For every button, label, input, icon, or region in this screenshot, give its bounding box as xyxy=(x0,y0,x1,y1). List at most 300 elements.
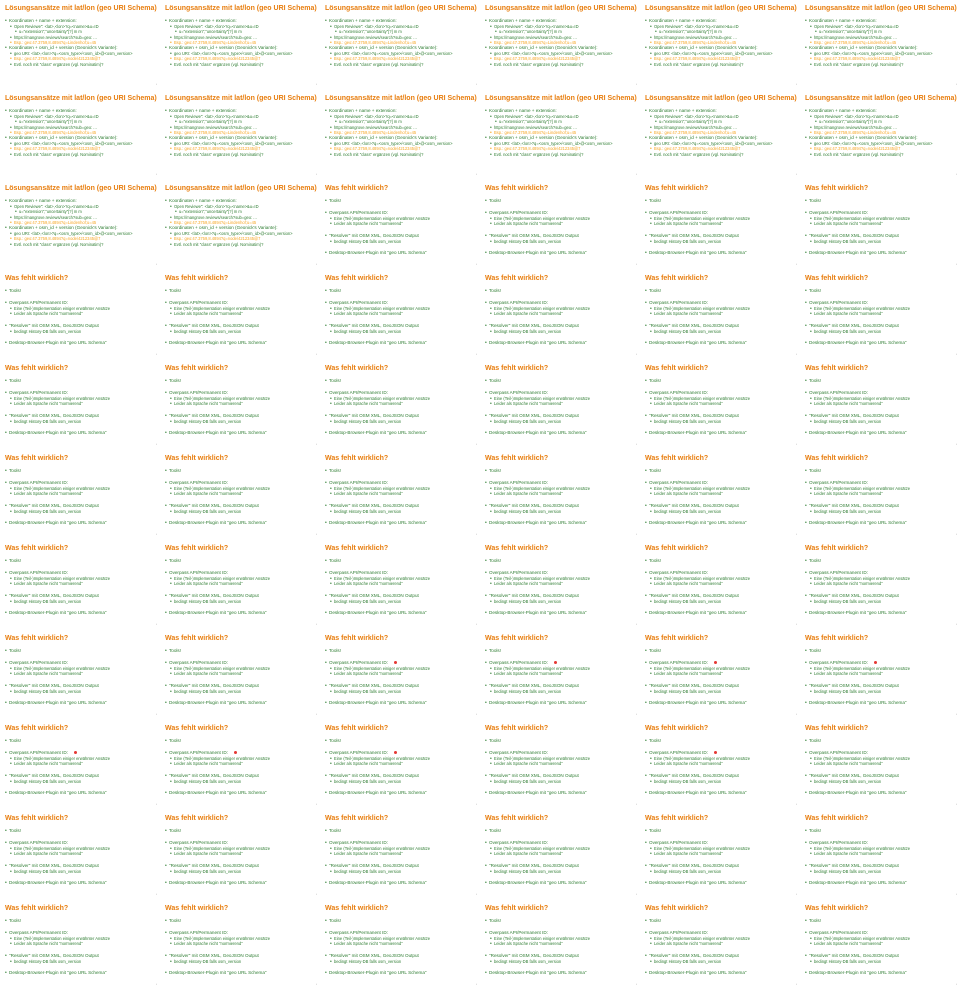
bullet-item: • bedingt History-DB falls osm_version xyxy=(805,329,956,334)
bullet-item: • "Resolver" mit OSM XML, GeoJSON Output xyxy=(645,683,796,689)
slide-thumbnail[interactable] xyxy=(800,810,960,900)
bullet-item: • "Resolver" mit OSM XML, GeoJSON Output xyxy=(645,413,796,419)
bullet-list xyxy=(805,108,956,157)
slide-title: Was fehlt wirklich? xyxy=(645,455,709,462)
slide-thumbnail[interactable] xyxy=(320,810,480,900)
bullet-item: • bedingt History-DB falls osm_version xyxy=(325,239,476,244)
bullet-item: • Overpass API/Permanent ID: xyxy=(165,390,316,396)
slide-thumbnail[interactable] xyxy=(320,360,480,450)
slide-title: Lösungsansätze mit lat/lon (geo URI Schema) xyxy=(805,5,957,12)
bullet-item: • Leider als Sprache nicht "normierend" xyxy=(5,311,156,316)
slide-thumbnail[interactable] xyxy=(0,900,160,990)
bullet-item: • bedingt History-DB falls osm_version xyxy=(5,419,156,424)
bullet-list xyxy=(325,198,476,256)
slide-thumbnail[interactable] xyxy=(320,720,480,810)
slide-corner-dot-icon: • xyxy=(155,712,157,716)
slide-thumbnail[interactable] xyxy=(160,900,320,990)
bullet-item: • Open Reviewe": <lat>,<lon>?q=<name>&u=ID xyxy=(805,114,956,119)
slide-thumbnail[interactable] xyxy=(320,900,480,990)
slide-thumbnail[interactable] xyxy=(0,180,160,270)
slide-title: Lösungsansätze mit lat/lon (geo URI Schema) xyxy=(165,185,317,192)
slide-thumbnail[interactable] xyxy=(320,630,480,720)
slide-thumbnail[interactable] xyxy=(160,270,320,360)
bullet-item: • Leider als Sprache nicht "normierend" xyxy=(645,401,796,406)
bullet-item: • "Resolver" mit OSM XML, GeoJSON Output xyxy=(485,953,636,959)
slide-thumbnail[interactable] xyxy=(640,270,800,360)
slide-thumbnail[interactable] xyxy=(480,360,640,450)
bullet-item: • Bsp.: geo:47.3759,8.4894?q=Lindenhof;u=45 xyxy=(485,130,636,135)
bullet-list xyxy=(325,558,476,616)
bullet-item: • Bsp.: geo:47.3759,8.4894?q=Lindenhof;u=45 xyxy=(325,40,476,45)
slide-thumbnail[interactable] xyxy=(0,810,160,900)
bullet-item: • Leider als Sprache nicht "normierend" xyxy=(325,761,476,766)
bullet-item: • Overpass API/Permanent ID: xyxy=(485,210,636,216)
slide-title: Was fehlt wirklich? xyxy=(325,905,389,912)
bullet-item: • Koordinaten + name + extension: xyxy=(5,18,156,24)
bullet-item: • Leider als Sprache nicht "normierend" xyxy=(485,221,636,226)
bullet-item: • Desktop-Browser-Plugin mit "geo URL Schema" xyxy=(5,880,156,886)
slide-thumbnail[interactable] xyxy=(320,0,480,90)
red-dot-icon xyxy=(394,661,397,664)
bullet-item: • Desktop-Browser-Plugin mit "geo URL Schema" xyxy=(325,520,476,526)
slide-corner-dot-icon: • xyxy=(155,532,157,536)
bullet-item: • "Resolver" mit OSM XML, GeoJSON Output xyxy=(805,773,956,779)
bullet-item: • u="extension";"uncertainty"[?] m m xyxy=(5,29,156,34)
bullet-item: • Leider als Sprache nicht "normierend" xyxy=(805,311,956,316)
bullet-item: • bedingt History-DB falls osm_version xyxy=(485,869,636,874)
bullet-list xyxy=(645,738,796,796)
bullet-item: • Tools! xyxy=(325,468,476,474)
bullet-item: • Leider als Sprache nicht "normierend" xyxy=(325,851,476,856)
bullet-item: • Evtl. noch mit "class" ergänzen (vgl. Nominatim)? xyxy=(5,152,156,157)
slide-title: Was fehlt wirklich? xyxy=(805,185,869,192)
bullet-item: • Evtl. noch mit "class" ergänzen (vgl. Nominatim)? xyxy=(325,152,476,157)
slide-corner-dot-icon: • xyxy=(475,442,477,446)
bullet-item: • bedingt History-DB falls osm_version xyxy=(645,959,796,964)
bullet-item: • Leider als Sprache nicht "normierend" xyxy=(5,941,156,946)
bullet-item: • https://mangrove.reviews/search?sub=geo: ... xyxy=(5,125,156,130)
bullet-item: • Tools! xyxy=(805,198,956,204)
slide-title: Lösungsansätze mit lat/lon (geo URI Schema) xyxy=(485,95,637,102)
bullet-item: • "Resolver" mit OSM XML, GeoJSON Output xyxy=(805,323,956,329)
bullet-list xyxy=(165,108,316,157)
slide-title: Was fehlt wirklich? xyxy=(485,725,549,732)
bullet-item: • "Resolver" mit OSM XML, GeoJSON Output xyxy=(325,593,476,599)
bullet-item: • Eine (Teil-)Implementation einiger erwähnter Ansätze xyxy=(805,306,956,311)
slide-thumbnail[interactable] xyxy=(800,900,960,990)
slide-title: Was fehlt wirklich? xyxy=(325,365,389,372)
bullet-item: • Leider als Sprache nicht "normierend" xyxy=(165,311,316,316)
bullet-item: • Desktop-Browser-Plugin mit "geo URL Schema" xyxy=(805,430,956,436)
bullet-item: • "Resolver" mit OSM XML, GeoJSON Output xyxy=(5,953,156,959)
bullet-item: • Koordinaten + name + extension: xyxy=(325,18,476,24)
slide-corner-dot-icon: • xyxy=(475,262,477,266)
bullet-item: • Leider als Sprache nicht "normierend" xyxy=(165,761,316,766)
slide-thumbnail[interactable] xyxy=(480,90,640,180)
bullet-item: • bedingt History-DB falls osm_version xyxy=(485,599,636,604)
bullet-item: • Tools! xyxy=(5,738,156,744)
slide-thumbnail[interactable] xyxy=(320,180,480,270)
bullet-list xyxy=(485,288,636,346)
slide-thumbnail[interactable] xyxy=(480,540,640,630)
bullet-item: • Koordinaten + osm_id + version (Geonick's Variante): xyxy=(325,45,476,51)
bullet-item: • Tools! xyxy=(805,648,956,654)
slide-thumbnail[interactable] xyxy=(640,900,800,990)
bullet-item: • Tools! xyxy=(165,378,316,384)
slide-title: Was fehlt wirklich? xyxy=(485,905,549,912)
slide-thumbnail[interactable] xyxy=(160,450,320,540)
bullet-item: • Desktop-Browser-Plugin mit "geo URL Schema" xyxy=(325,790,476,796)
slide-thumbnail[interactable] xyxy=(800,270,960,360)
bullet-item: • "Resolver" mit OSM XML, GeoJSON Output xyxy=(5,593,156,599)
bullet-item: • Overpass API/Permanent ID: xyxy=(5,570,156,576)
slide-title: Was fehlt wirklich? xyxy=(165,455,229,462)
slide-title: Was fehlt wirklich? xyxy=(805,905,869,912)
bullet-item: • Koordinaten + name + extension: xyxy=(165,108,316,114)
bullet-list xyxy=(165,828,316,886)
bullet-item: • Bsp.: geo:47.3759,8.4894?q=Lindenhof;u=45 xyxy=(645,130,796,135)
bullet-item: • Tools! xyxy=(5,918,156,924)
slide-thumbnail[interactable] xyxy=(480,630,640,720)
bullet-list xyxy=(165,738,316,796)
slide-thumbnail[interactable] xyxy=(800,630,960,720)
bullet-item: • Eine (Teil-)Implementation einiger erwähnter Ansätze xyxy=(325,936,476,941)
bullet-item: • geo URI: <lat>,<lon>?q=<osm_type>/<osm_id>@<osm_version> xyxy=(5,231,156,236)
bullet-item: • Overpass API/Permanent ID: xyxy=(645,840,796,846)
slide-thumbnail[interactable] xyxy=(0,540,160,630)
bullet-item: • Open Reviewe": <lat>,<lon>?q=<name>&u=ID xyxy=(645,114,796,119)
bullet-list xyxy=(645,648,796,706)
bullet-item: • Open Reviewe": <lat>,<lon>?q=<name>&u=ID xyxy=(165,24,316,29)
bullet-item: • Bsp.: geo:47.3759,8.4894?q=node/4212345@7 xyxy=(165,56,316,61)
bullet-item: • Koordinaten + osm_id + version (Geonick's Variante): xyxy=(805,135,956,141)
slide-thumbnail[interactable] xyxy=(640,450,800,540)
bullet-item: • Leider als Sprache nicht "normierend" xyxy=(485,491,636,496)
slide-title: Was fehlt wirklich? xyxy=(5,545,69,552)
bullet-item: • Evtl. noch mit "class" ergänzen (vgl. Nominatim)? xyxy=(805,152,956,157)
slide-corner-dot-icon: • xyxy=(795,982,797,986)
bullet-item: • Overpass API/Permanent ID: xyxy=(645,570,796,576)
bullet-item: • Bsp.: geo:47.3759,8.4894?q=node/4212345@7 xyxy=(165,236,316,241)
bullet-item: • Tools! xyxy=(485,468,636,474)
bullet-item: • https://mangrove.reviews/search?sub=geo: ... xyxy=(325,125,476,130)
bullet-list xyxy=(5,828,156,886)
slide-title: Was fehlt wirklich? xyxy=(325,815,389,822)
bullet-item: • Bsp.: geo:47.3759,8.4894?q=Lindenhof;u=45 xyxy=(165,40,316,45)
bullet-item: • geo URI: <lat>,<lon>?q=<osm_type>/<osm_id>@<osm_version> xyxy=(805,51,956,56)
slide-thumbnail[interactable] xyxy=(640,720,800,810)
slide-thumbnail[interactable] xyxy=(640,360,800,450)
bullet-item: • geo URI: <lat>,<lon>?q=<osm_type>/<osm_id>@<osm_version> xyxy=(325,51,476,56)
bullet-item: • "Resolver" mit OSM XML, GeoJSON Output xyxy=(645,863,796,869)
bullet-item: • "Resolver" mit OSM XML, GeoJSON Output xyxy=(5,773,156,779)
bullet-item: • "Resolver" mit OSM XML, GeoJSON Output xyxy=(485,683,636,689)
bullet-item: • "Resolver" mit OSM XML, GeoJSON Output xyxy=(5,413,156,419)
bullet-list xyxy=(645,378,796,436)
slide-thumbnail[interactable] xyxy=(480,810,640,900)
slide-corner-dot-icon: • xyxy=(795,262,797,266)
bullet-list xyxy=(165,468,316,526)
bullet-item: • Eine (Teil-)Implementation einiger erwähnter Ansätze xyxy=(805,666,956,671)
bullet-item: • Eine (Teil-)Implementation einiger erwähnter Ansätze xyxy=(645,666,796,671)
bullet-item: • Leider als Sprache nicht "normierend" xyxy=(805,671,956,676)
bullet-item: • Koordinaten + name + extension: xyxy=(5,198,156,204)
slide-thumbnail[interactable] xyxy=(0,720,160,810)
slide-title: Was fehlt wirklich? xyxy=(325,635,389,642)
bullet-item: • u="extension";"uncertainty"[?] m m xyxy=(645,119,796,124)
bullet-item: • Tools! xyxy=(325,828,476,834)
slide-thumbnail[interactable] xyxy=(320,270,480,360)
slide-thumbnail[interactable] xyxy=(800,180,960,270)
bullet-item: • Desktop-Browser-Plugin mit "geo URL Schema" xyxy=(645,610,796,616)
slide-thumbnail[interactable] xyxy=(160,810,320,900)
bullet-item: • Eine (Teil-)Implementation einiger erwähnter Ansätze xyxy=(805,576,956,581)
slide-title: Was fehlt wirklich? xyxy=(645,365,709,372)
slide-thumbnail[interactable] xyxy=(0,0,160,90)
bullet-item: • Eine (Teil-)Implementation einiger erwähnter Ansätze xyxy=(485,846,636,851)
bullet-item: • geo URI: <lat>,<lon>?q=<osm_type>/<osm_id>@<osm_version> xyxy=(645,51,796,56)
bullet-item: • Evtl. noch mit "class" ergänzen (vgl. Nominatim)? xyxy=(325,62,476,67)
slide-thumbnail[interactable] xyxy=(160,90,320,180)
slide-thumbnail[interactable] xyxy=(160,360,320,450)
bullet-item: • "Resolver" mit OSM XML, GeoJSON Output xyxy=(325,233,476,239)
slide-thumbnail[interactable] xyxy=(0,450,160,540)
slide-thumbnail[interactable] xyxy=(640,180,800,270)
bullet-item: • https://mangrove.reviews/search?sub=geo: ... xyxy=(805,125,956,130)
bullet-item: • Koordinaten + osm_id + version (Geonick's Variante): xyxy=(5,45,156,51)
bullet-item: • bedingt History-DB falls osm_version xyxy=(325,689,476,694)
slide-title: Was fehlt wirklich? xyxy=(805,815,869,822)
slide-thumbnail[interactable] xyxy=(800,360,960,450)
bullet-item: • Koordinaten + osm_id + version (Geonick's Variante): xyxy=(165,225,316,231)
bullet-item: • "Resolver" mit OSM XML, GeoJSON Output xyxy=(325,953,476,959)
slide-thumbnail[interactable] xyxy=(480,270,640,360)
bullet-item: • Desktop-Browser-Plugin mit "geo URL Schema" xyxy=(325,340,476,346)
bullet-list xyxy=(165,558,316,616)
bullet-item: • Tools! xyxy=(165,288,316,294)
slide-title: Was fehlt wirklich? xyxy=(485,545,549,552)
slide-thumbnail[interactable] xyxy=(320,450,480,540)
slide-thumbnail[interactable] xyxy=(0,270,160,360)
bullet-item: • Koordinaten + osm_id + version (Geonick's Variante): xyxy=(485,45,636,51)
slide-thumbnail[interactable] xyxy=(800,540,960,630)
bullet-item: • Eine (Teil-)Implementation einiger erwähnter Ansätze xyxy=(325,846,476,851)
bullet-item: • Overpass API/Permanent ID: xyxy=(325,660,476,666)
bullet-list xyxy=(485,648,636,706)
bullet-item: • Leider als Sprache nicht "normierend" xyxy=(485,761,636,766)
bullet-item: • Overpass API/Permanent ID: xyxy=(5,480,156,486)
bullet-item: • Open Reviewe": <lat>,<lon>?q=<name>&u=ID xyxy=(165,114,316,119)
bullet-item: • geo URI: <lat>,<lon>?q=<osm_type>/<osm_id>@<osm_version> xyxy=(645,141,796,146)
bullet-item: • Evtl. noch mit "class" ergänzen (vgl. Nominatim)? xyxy=(645,62,796,67)
bullet-item: • Overpass API/Permanent ID: xyxy=(165,660,316,666)
bullet-item: • Tools! xyxy=(325,738,476,744)
slide-thumbnail[interactable] xyxy=(480,900,640,990)
bullet-item: • Leider als Sprache nicht "normierend" xyxy=(645,581,796,586)
slide-thumbnail[interactable] xyxy=(800,450,960,540)
slide-thumbnail[interactable] xyxy=(480,720,640,810)
bullet-item: • Eine (Teil-)Implementation einiger erwähnter Ansätze xyxy=(165,936,316,941)
bullet-item: • Leider als Sprache nicht "normierend" xyxy=(485,941,636,946)
slide-corner-dot-icon: • xyxy=(955,442,957,446)
slide-thumbnail[interactable] xyxy=(640,810,800,900)
bullet-list xyxy=(325,648,476,706)
bullet-list xyxy=(5,108,156,157)
slide-corner-dot-icon: • xyxy=(795,532,797,536)
bullet-item: • Open Reviewe": <lat>,<lon>?q=<name>&u=ID xyxy=(5,24,156,29)
bullet-item: • Eine (Teil-)Implementation einiger erwähnter Ansätze xyxy=(485,396,636,401)
slide-thumbnail[interactable] xyxy=(480,450,640,540)
bullet-list xyxy=(645,288,796,346)
slide-title: Was fehlt wirklich? xyxy=(5,455,69,462)
slide-thumbnail[interactable] xyxy=(320,540,480,630)
bullet-list xyxy=(485,558,636,616)
slide-corner-dot-icon: • xyxy=(475,352,477,356)
slide-thumbnail[interactable] xyxy=(640,0,800,90)
slide-thumbnail[interactable] xyxy=(0,360,160,450)
bullet-item: • "Resolver" mit OSM XML, GeoJSON Output xyxy=(805,593,956,599)
slide-thumbnail[interactable] xyxy=(160,180,320,270)
bullet-item: • Eine (Teil-)Implementation einiger erwähnter Ansätze xyxy=(645,846,796,851)
bullet-list xyxy=(645,828,796,886)
bullet-item: • Desktop-Browser-Plugin mit "geo URL Schema" xyxy=(485,880,636,886)
bullet-item: • Eine (Teil-)Implementation einiger erwähnter Ansätze xyxy=(165,576,316,581)
bullet-item: • Eine (Teil-)Implementation einiger erwähnter Ansätze xyxy=(5,666,156,671)
slide-corner-dot-icon: • xyxy=(955,892,957,896)
bullet-item: • Tools! xyxy=(5,378,156,384)
bullet-item: • Eine (Teil-)Implementation einiger erwähnter Ansätze xyxy=(5,576,156,581)
slide-title: Was fehlt wirklich? xyxy=(165,905,229,912)
slide-thumbnail[interactable] xyxy=(640,540,800,630)
bullet-item: • bedingt History-DB falls osm_version xyxy=(165,689,316,694)
bullet-item: • bedingt History-DB falls osm_version xyxy=(325,509,476,514)
bullet-item: • Eine (Teil-)Implementation einiger erwähnter Ansätze xyxy=(645,576,796,581)
bullet-item: • Tools! xyxy=(165,648,316,654)
bullet-item: • Bsp.: geo:47.3759,8.4894?q=Lindenhof;u=45 xyxy=(5,40,156,45)
bullet-item: • bedingt History-DB falls osm_version xyxy=(645,599,796,604)
bullet-item: • Eine (Teil-)Implementation einiger erwähnter Ansätze xyxy=(325,306,476,311)
bullet-item: • bedingt History-DB falls osm_version xyxy=(5,599,156,604)
bullet-item: • Eine (Teil-)Implementation einiger erwähnter Ansätze xyxy=(5,396,156,401)
bullet-item: • Desktop-Browser-Plugin mit "geo URL Schema" xyxy=(645,520,796,526)
bullet-list xyxy=(645,558,796,616)
bullet-item: • geo URI: <lat>,<lon>?q=<osm_type>/<osm_id>@<osm_version> xyxy=(165,51,316,56)
bullet-item: • "Resolver" mit OSM XML, GeoJSON Output xyxy=(645,773,796,779)
slide-corner-dot-icon: • xyxy=(315,172,317,176)
bullet-item: • Overpass API/Permanent ID: xyxy=(805,660,956,666)
bullet-item: • Eine (Teil-)Implementation einiger erwähnter Ansätze xyxy=(645,306,796,311)
slide-thumbnail[interactable] xyxy=(160,0,320,90)
bullet-list xyxy=(325,468,476,526)
bullet-list xyxy=(5,558,156,616)
slide-title: Was fehlt wirklich? xyxy=(485,365,549,372)
bullet-item: • u="extension";"uncertainty"[?] m m xyxy=(165,29,316,34)
bullet-item: • bedingt History-DB falls osm_version xyxy=(805,779,956,784)
slide-thumbnail[interactable] xyxy=(160,720,320,810)
bullet-item: • Leider als Sprache nicht "normierend" xyxy=(645,851,796,856)
slide-thumbnail[interactable] xyxy=(480,0,640,90)
bullet-item: • "Resolver" mit OSM XML, GeoJSON Output xyxy=(485,503,636,509)
slide-corner-dot-icon: • xyxy=(475,622,477,626)
slide-corner-dot-icon: • xyxy=(315,82,317,86)
bullet-item: • bedingt History-DB falls osm_version xyxy=(485,329,636,334)
bullet-item: • Leider als Sprache nicht "normierend" xyxy=(165,671,316,676)
slide-corner-dot-icon: • xyxy=(475,802,477,806)
bullet-item: • Tools! xyxy=(645,648,796,654)
slide-thumbnail[interactable] xyxy=(160,630,320,720)
bullet-item: • Bsp.: geo:47.3759,8.4894?q=node/4212345@7 xyxy=(5,146,156,151)
slide-corner-dot-icon: • xyxy=(955,352,957,356)
bullet-item: • Leider als Sprache nicht "normierend" xyxy=(5,581,156,586)
bullet-item: • Overpass API/Permanent ID: xyxy=(805,570,956,576)
slide-thumbnail[interactable] xyxy=(160,540,320,630)
bullet-list xyxy=(165,288,316,346)
slide-thumbnail[interactable] xyxy=(800,90,960,180)
slide-thumbnail[interactable] xyxy=(320,90,480,180)
bullet-item: • Eine (Teil-)Implementation einiger erwähnter Ansätze xyxy=(5,306,156,311)
bullet-list xyxy=(645,468,796,526)
slide-thumbnail[interactable] xyxy=(800,720,960,810)
bullet-list xyxy=(805,378,956,436)
bullet-item: • Koordinaten + name + extension: xyxy=(485,18,636,24)
slide-thumbnail[interactable] xyxy=(640,630,800,720)
bullet-list xyxy=(5,378,156,436)
slide-title: Lösungsansätze mit lat/lon (geo URI Schema) xyxy=(5,185,157,192)
bullet-item: • Eine (Teil-)Implementation einiger erwähnter Ansätze xyxy=(325,756,476,761)
bullet-list xyxy=(325,18,476,67)
bullet-item: • Open Reviewe": <lat>,<lon>?q=<name>&u=ID xyxy=(5,114,156,119)
slide-thumbnail[interactable] xyxy=(640,90,800,180)
bullet-list xyxy=(165,198,316,247)
bullet-list xyxy=(165,378,316,436)
slide-thumbnail[interactable] xyxy=(0,630,160,720)
slide-title: Lösungsansätze mit lat/lon (geo URI Schema) xyxy=(5,95,157,102)
bullet-item: • Bsp.: geo:47.3759,8.4894?q=Lindenhof;u=45 xyxy=(5,130,156,135)
bullet-item: • Desktop-Browser-Plugin mit "geo URL Schema" xyxy=(165,880,316,886)
slide-title: Lösungsansätze mit lat/lon (geo URI Schema) xyxy=(165,5,317,12)
bullet-item: • https://mangrove.reviews/search?sub=geo: ... xyxy=(645,125,796,130)
bullet-item: • bedingt History-DB falls osm_version xyxy=(645,779,796,784)
bullet-item: • Desktop-Browser-Plugin mit "geo URL Schema" xyxy=(485,340,636,346)
slide-corner-dot-icon: • xyxy=(475,172,477,176)
bullet-item: • Koordinaten + osm_id + version (Geonick's Variante): xyxy=(645,45,796,51)
bullet-item: • Desktop-Browser-Plugin mit "geo URL Schema" xyxy=(645,700,796,706)
bullet-item: • Desktop-Browser-Plugin mit "geo URL Schema" xyxy=(485,250,636,256)
bullet-item: • bedingt History-DB falls osm_version xyxy=(325,869,476,874)
bullet-list xyxy=(805,18,956,67)
bullet-item: • bedingt History-DB falls osm_version xyxy=(485,509,636,514)
bullet-item: • geo URI: <lat>,<lon>?q=<osm_type>/<osm_id>@<osm_version> xyxy=(165,141,316,146)
bullet-item: • Tools! xyxy=(485,648,636,654)
slide-corner-dot-icon: • xyxy=(315,532,317,536)
bullet-item: • Tools! xyxy=(485,558,636,564)
bullet-item: • "Resolver" mit OSM XML, GeoJSON Output xyxy=(805,503,956,509)
bullet-item: • Overpass API/Permanent ID: xyxy=(325,570,476,576)
slide-thumbnail[interactable] xyxy=(480,180,640,270)
slide-title: Was fehlt wirklich? xyxy=(165,545,229,552)
bullet-item: • Evtl. noch mit "class" ergänzen (vgl. Nominatim)? xyxy=(165,242,316,247)
slide-thumbnail[interactable] xyxy=(800,0,960,90)
bullet-item: • "Resolver" mit OSM XML, GeoJSON Output xyxy=(325,773,476,779)
bullet-item: • Eine (Teil-)Implementation einiger erwähnter Ansätze xyxy=(485,756,636,761)
slide-title: Was fehlt wirklich? xyxy=(645,635,709,642)
slide-title: Lösungsansätze mit lat/lon (geo URI Schema) xyxy=(165,95,317,102)
slide-thumbnail[interactable] xyxy=(0,90,160,180)
bullet-item: • u="extension";"uncertainty"[?] m m xyxy=(5,119,156,124)
bullet-item: • Koordinaten + name + extension: xyxy=(645,18,796,24)
bullet-item: • Leider als Sprache nicht "normierend" xyxy=(645,671,796,676)
bullet-item: • "Resolver" mit OSM XML, GeoJSON Output xyxy=(485,413,636,419)
